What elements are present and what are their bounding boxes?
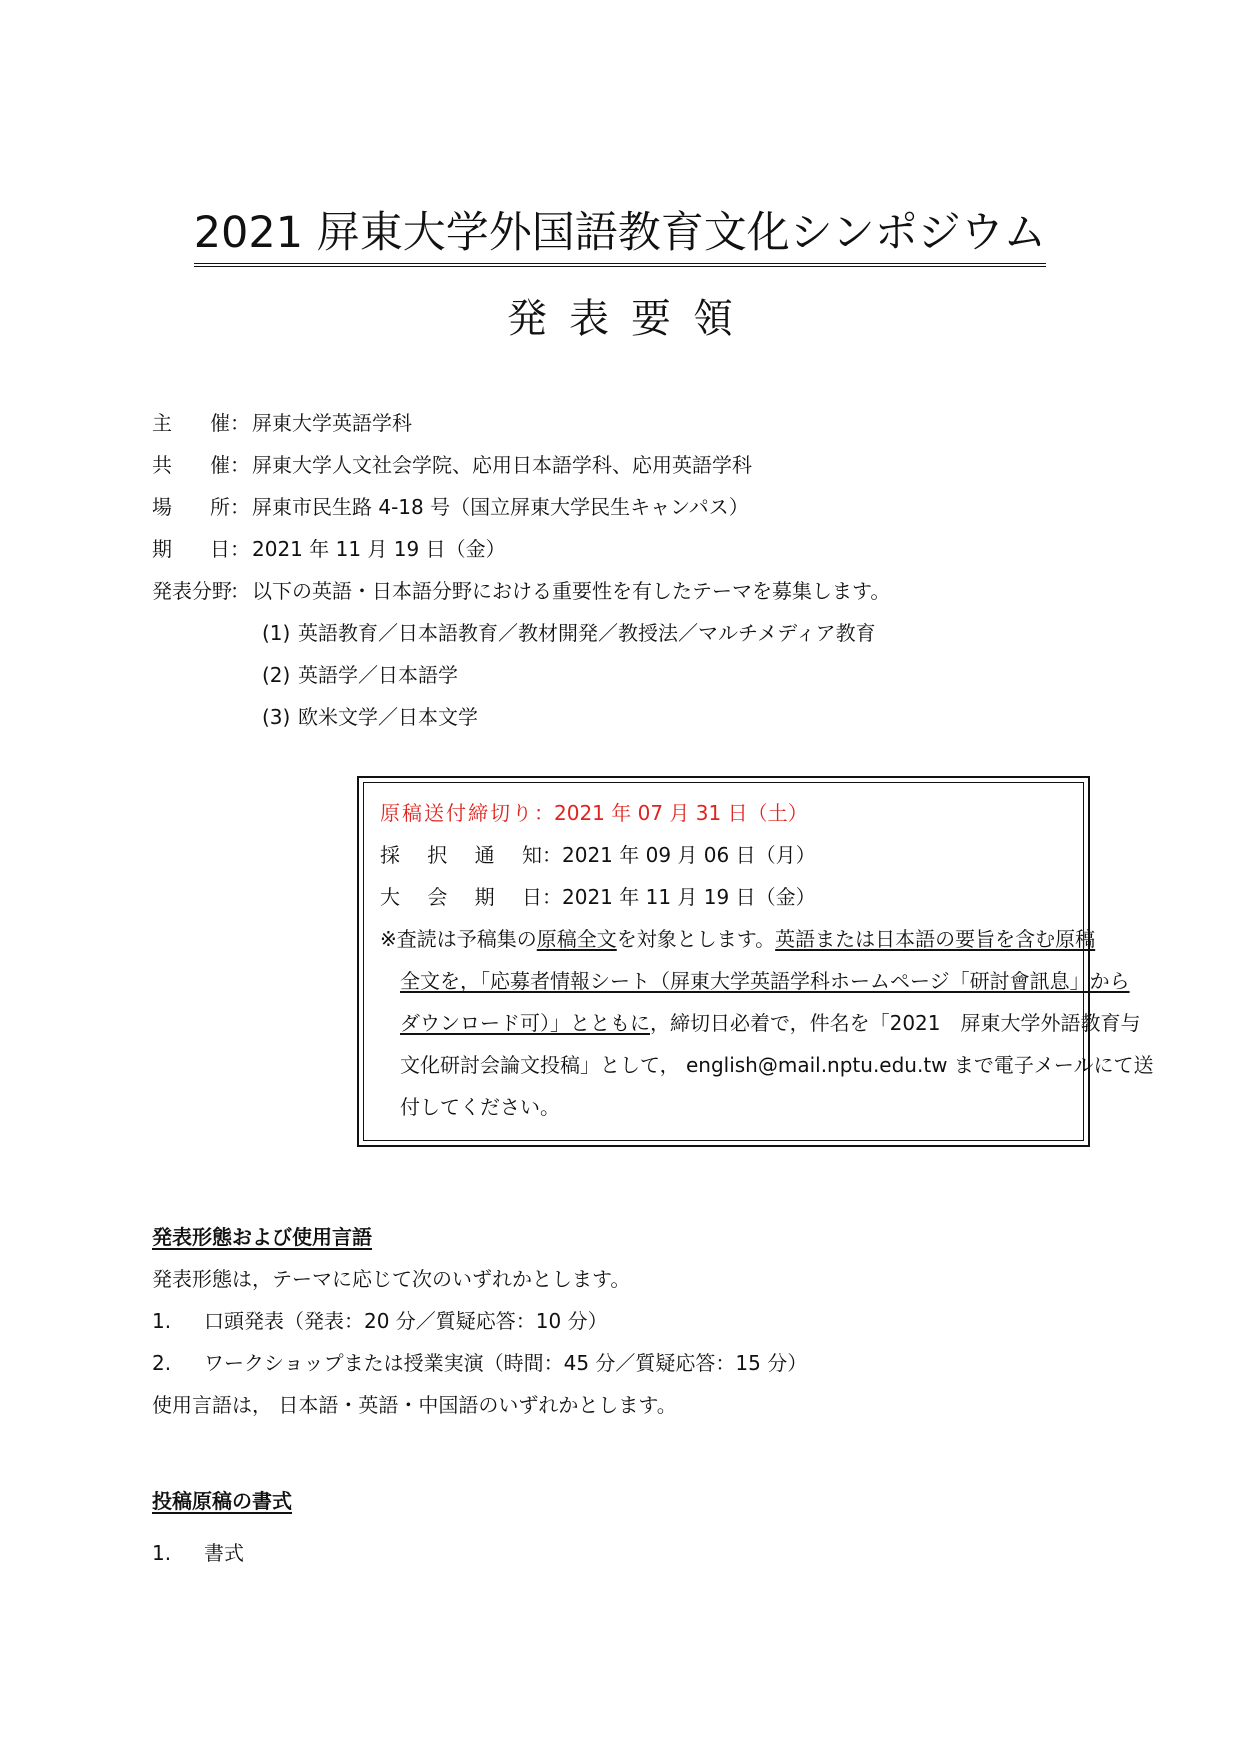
list-item: 2. ワークショップまたは授業実演（時間：45 分／質疑応答：15 分） <box>152 1351 808 1375</box>
info-row-venue: 場 所 ： 屏東市民生路 4-18 号（国立屏東大学民生キャンパス） <box>152 486 890 528</box>
info-value: 屏東大学人文社会学院、応用日本語学科、応用英語学科 <box>252 453 752 477</box>
event-info <box>152 402 890 738</box>
note-line: 文化研討会論文投稿」として， english@mail.nptu.edu.tw まで電子メールにて送 <box>400 1053 1154 1077</box>
note-line: ※査読は予稿集の原稿全文を対象とします。英語または日本語の要旨を含む原稿 <box>380 927 1096 951</box>
info-row-co-organizer: 共 催 ： 屏東大学人文社会学院、応用日本語学科、応用英語学科 <box>152 444 890 486</box>
note-line: 全文を，「応募者情報シート（屏東大学英語学科ホームページ「研討會訊息」から <box>400 969 1130 993</box>
conference-date: 大 会 期 日 ： 2021 年 11 月 19 日（金） <box>380 885 816 909</box>
submission-deadline: 原稿送付締切り ： 2021 年 07 月 31 日（土） <box>380 801 808 825</box>
language-note: 使用言語は， 日本語・英語・中国語のいずれかとします。 <box>152 1393 677 1417</box>
field-item: (2) 英語学／日本語学 <box>262 663 458 687</box>
info-value: 屏東市民生路 4-18 号（国立屏東大学民生キャンパス） <box>252 495 749 519</box>
presentation-format-section <box>152 1216 807 1426</box>
note-line: ダウンロード可）」とともに，締切日必着で，件名を「2021 屏東大学外語教育与 <box>400 1011 1141 1035</box>
section-heading: 投稿原稿の書式 <box>152 1489 292 1513</box>
list-item: 1. 口頭発表（発表：20 分／質疑応答：10 分） <box>152 1309 608 1333</box>
info-key: 主 催 <box>152 411 230 435</box>
field-item: (3) 欧米文学／日本文学 <box>262 705 478 729</box>
list-item: 1. 書式 <box>152 1541 244 1565</box>
note-line: 付してください。 <box>400 1095 560 1119</box>
info-key: 発表分野 <box>152 579 232 603</box>
info-key: 共 催 <box>152 453 230 477</box>
info-key: 期 日 <box>152 537 230 561</box>
deadline-box-content <box>380 792 1154 1128</box>
acceptance-notice: 採 択 通 知 ： 2021 年 09 月 06 日（月） <box>380 843 816 867</box>
info-key: 場 所 <box>152 495 230 519</box>
section-intro: 発表形態は，テーマに応じて次のいずれかとします。 <box>152 1267 631 1291</box>
manuscript-format-section <box>152 1480 292 1574</box>
document-subtitle: 発表要領 <box>507 296 755 342</box>
deadline-box <box>357 776 1154 1147</box>
section-heading: 発表形態および使用言語 <box>152 1225 372 1249</box>
info-row-date: 期 日 ： 2021 年 11 月 19 日（金） <box>152 528 890 570</box>
field-item: (1) 英語教育／日本語教育／教材開発／教授法／マルチメディア教育 <box>262 621 876 645</box>
info-value: 以下の英語・日本語分野における重要性を有したテーマを募集します。 <box>252 579 891 603</box>
document-title <box>0 205 1240 267</box>
document-title-text: 2021 屏東大学外国語教育文化シンポジウム <box>194 205 1047 267</box>
info-value: 2021 年 11 月 19 日（金） <box>252 537 506 561</box>
info-row-fields: 発表分野 ： 以下の英語・日本語分野における重要性を有したテーマを募集します。 <box>152 570 890 612</box>
info-row-organizer: 主 催 ： 屏東大学英語学科 <box>152 402 890 444</box>
info-value: 屏東大学英語学科 <box>252 411 412 435</box>
